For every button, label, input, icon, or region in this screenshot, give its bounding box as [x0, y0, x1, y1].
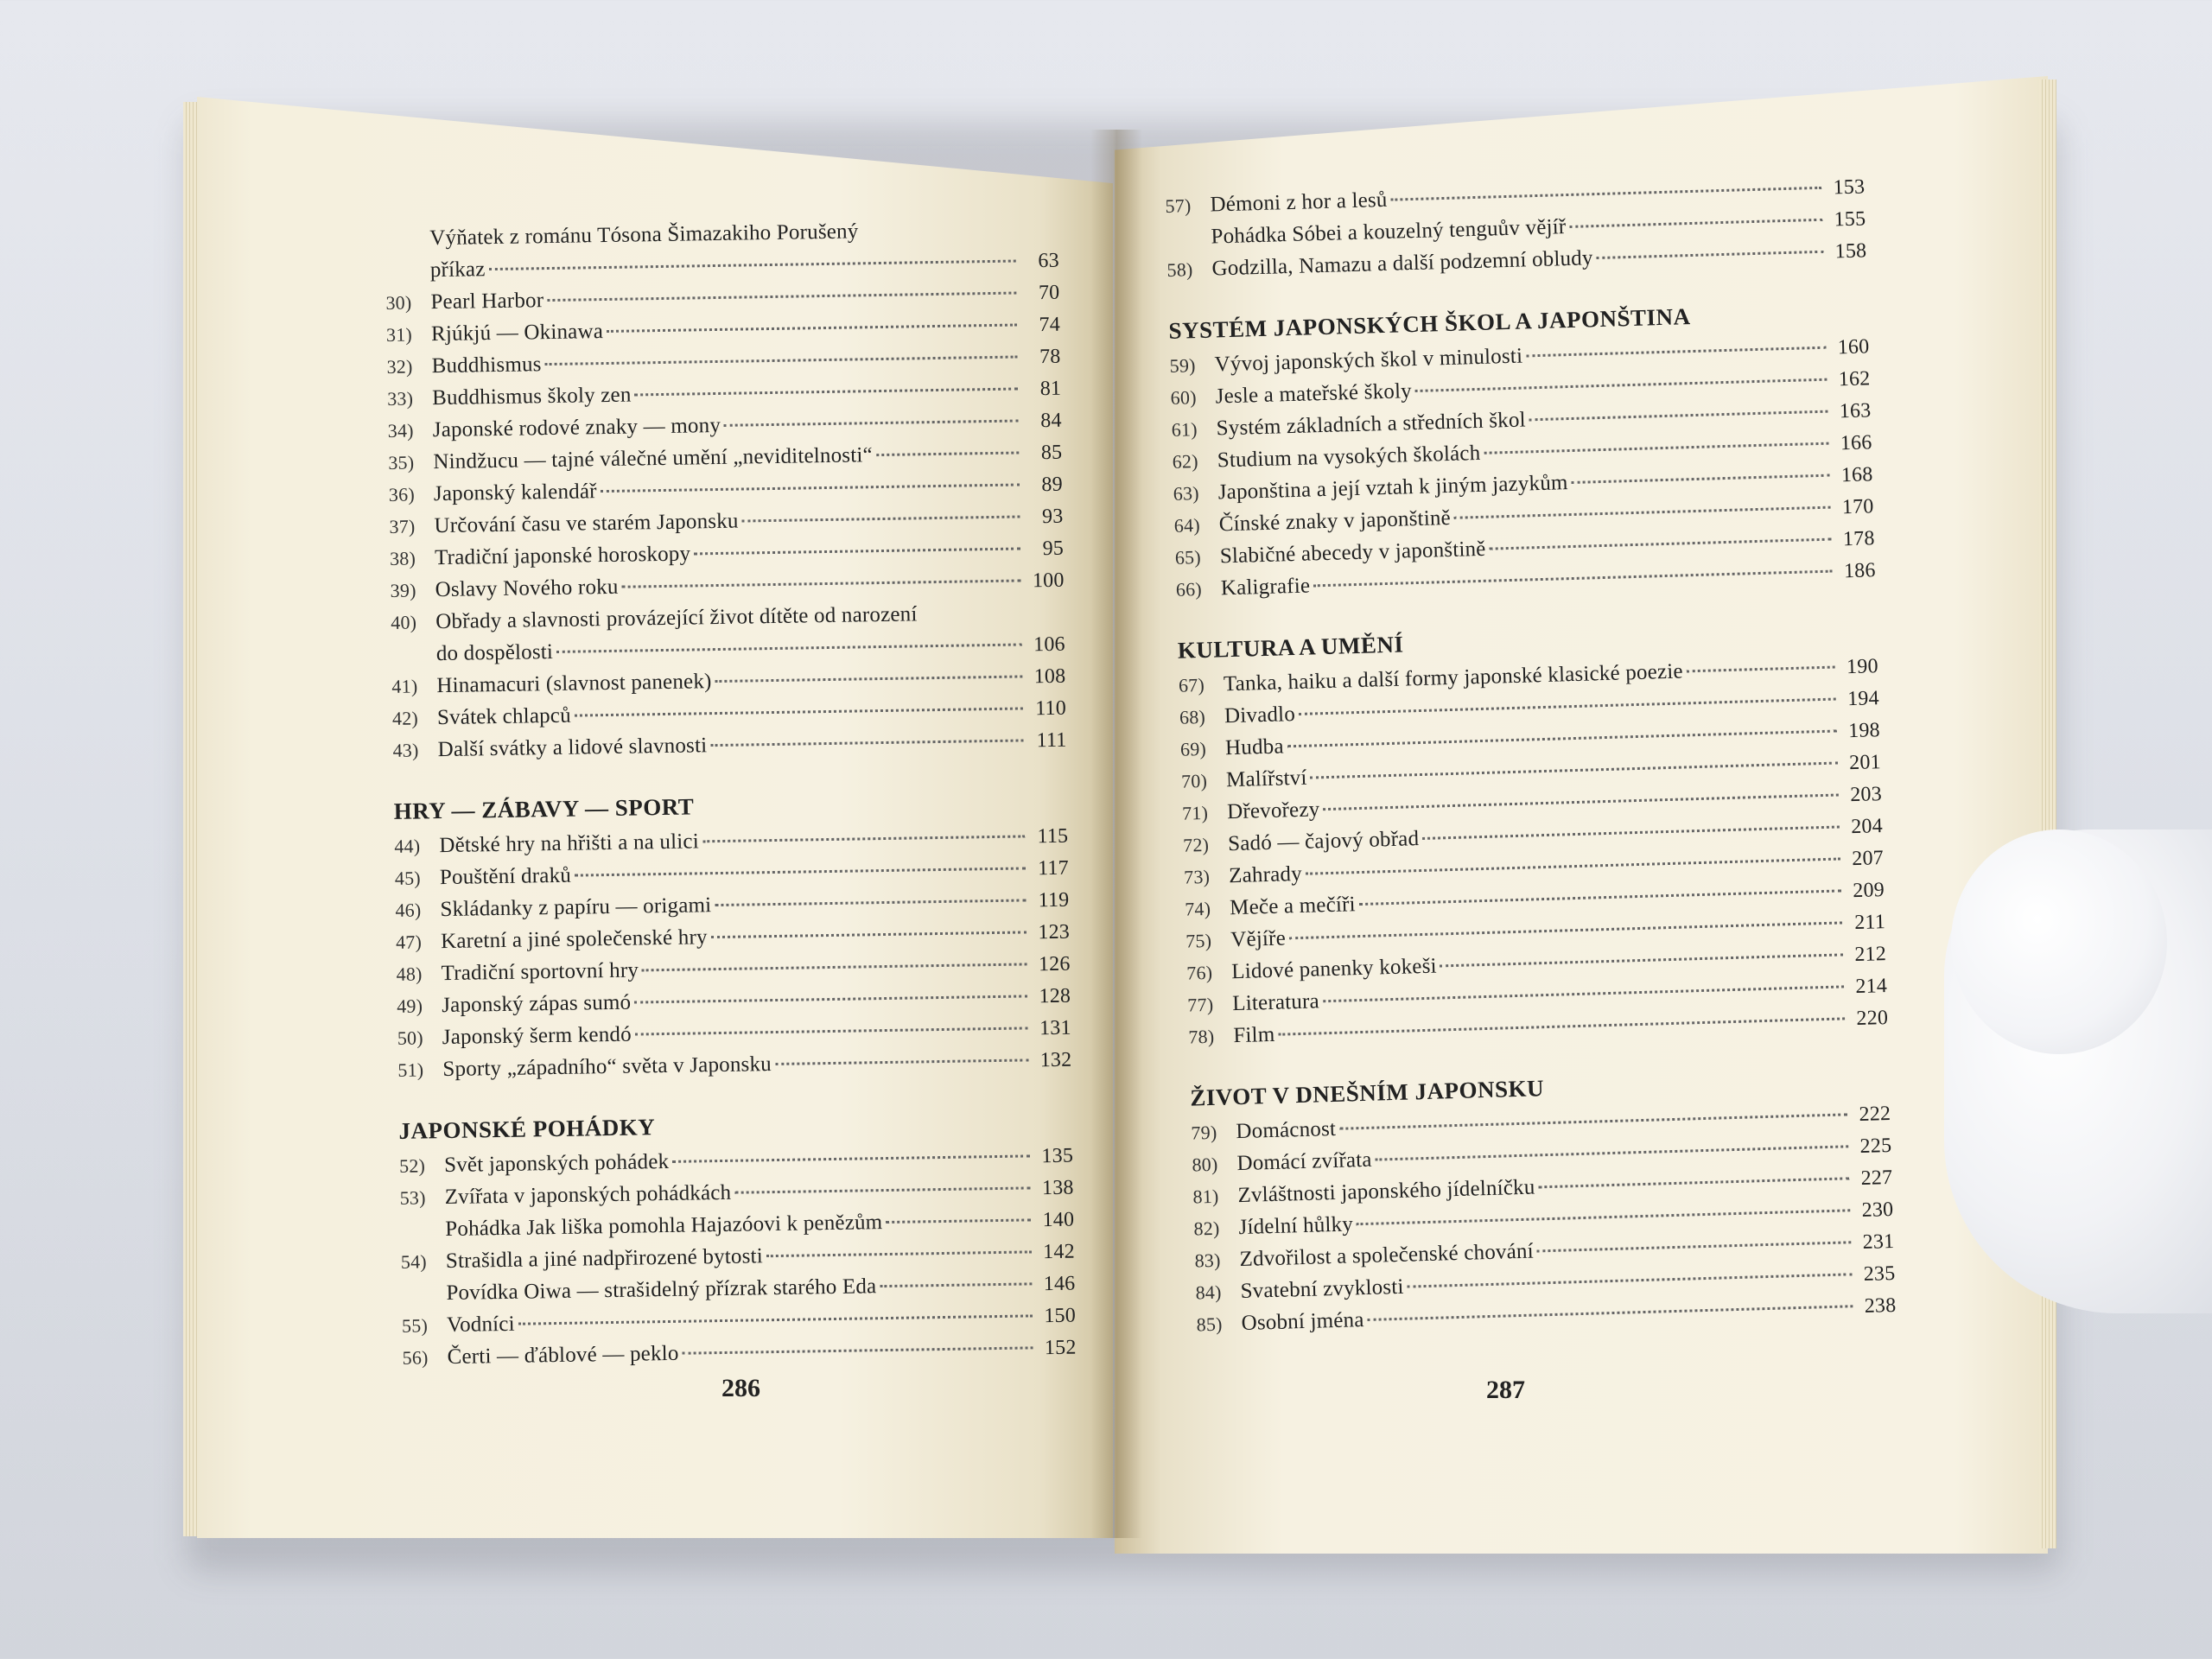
dot-leader	[1572, 474, 1830, 484]
dot-leader	[886, 1218, 1031, 1224]
toc-entry-title: Tanka, haiku a další formy japonské klasické poezie	[1223, 659, 1684, 696]
toc-entry-number: 79)	[1191, 1121, 1217, 1144]
toc-entry-page: 201	[1848, 751, 1882, 775]
toc-entry-page: 162	[1838, 367, 1871, 391]
toc-entry-number: 64)	[1173, 514, 1201, 537]
toc-entry-page: 81	[1039, 377, 1062, 401]
toc-entry-number: 63)	[1173, 482, 1200, 505]
toc-entry-page: 211	[1853, 911, 1886, 935]
toc-entry-title: Domácí zvířata	[1236, 1147, 1373, 1176]
toc-entry-title: Godzilla, Namazu a další podzemní obludy	[1211, 246, 1593, 281]
toc-entry-page: 132	[1039, 1048, 1072, 1072]
dot-leader	[876, 451, 1019, 456]
toc-entry-title: Japonské rodové znaky — mony	[432, 413, 721, 442]
toc-entry-number: 50)	[397, 1027, 423, 1049]
toc-entry-number: 83)	[1194, 1249, 1221, 1272]
toc-entry-title: Hudba	[1224, 734, 1285, 760]
toc-entry-title: Rjúkjú — Okinawa	[430, 320, 604, 346]
dot-leader	[734, 1186, 1030, 1193]
dot-leader	[1287, 730, 1837, 748]
toc-entry-number: 31)	[385, 323, 413, 346]
toc-entry-number: 85)	[1196, 1313, 1223, 1336]
page-number-right: 287	[1486, 1376, 1525, 1404]
dot-leader	[556, 643, 1022, 652]
toc-entry-number: 61)	[1171, 418, 1198, 441]
page-edges-right	[2039, 79, 2056, 1548]
dot-leader	[575, 707, 1023, 716]
toc-entry-page: 160	[1837, 335, 1870, 359]
toc-entry-number: 77)	[1186, 993, 1214, 1016]
dot-leader	[711, 931, 1027, 938]
toc-entry-page: 146	[1043, 1272, 1076, 1296]
toc-entry-page: 203	[1849, 783, 1883, 807]
dot-leader	[622, 579, 1021, 588]
section-heading: HRY — ZÁBAVY — SPORT	[393, 793, 695, 824]
toc-entry-title: Čínské znaky v japonštině	[1218, 505, 1452, 537]
book-spine	[1090, 130, 1142, 1538]
toc-entry-title: Pohádka Jak liška pomohla Hajazóovi k penězům	[445, 1211, 883, 1242]
toc-entry-title: Japonský kalendář	[433, 480, 597, 506]
toc-entry-page: 84	[1040, 409, 1062, 433]
toc-entry-number: 82)	[1193, 1217, 1220, 1240]
toc-entry-page: 155	[1834, 207, 1866, 232]
toc-entry-title: Svět japonských pohádek	[443, 1149, 670, 1178]
toc-entry-page: 110	[1035, 696, 1067, 721]
dot-leader	[1484, 442, 1828, 454]
toc-entry-page: 111	[1036, 728, 1067, 753]
toc-entry-title: Sadó — čajový obřad	[1227, 827, 1420, 856]
toc-entry-number: 80)	[1192, 1153, 1218, 1176]
dot-leader	[1313, 570, 1833, 588]
dot-leader	[1538, 1177, 1849, 1188]
toc-entry-page: 78	[1039, 345, 1061, 369]
toc-entry-number: 30)	[385, 291, 412, 314]
toc-entry-page: 214	[1855, 975, 1888, 999]
toc-entry-title: Hinamacuri (slavnost panenek)	[436, 670, 712, 698]
toc-entry-page: 126	[1038, 952, 1071, 976]
toc-entry-page: 170	[1841, 495, 1874, 519]
toc-entry-page: 131	[1039, 1016, 1071, 1040]
toc-entry-page: 115	[1037, 824, 1069, 849]
dot-leader	[1440, 953, 1843, 967]
toc-entry-title: Další svátky a lidové slavnosti	[437, 734, 708, 762]
toc-entry-page: 158	[1834, 239, 1867, 264]
toc-entry-number: 43)	[392, 739, 419, 761]
toc-entry-page: 207	[1851, 847, 1885, 871]
toc-entry-title: Čerti — ďáblové — peklo	[447, 1341, 679, 1370]
toc-entry-title: Obřady a slavnosti provázející život dítěte od narození	[435, 602, 918, 634]
toc-entry-page: 166	[1840, 431, 1872, 455]
dot-leader	[715, 675, 1023, 683]
toc-entry-title: Strašidla a jiné nadpřirozené bytosti	[445, 1244, 764, 1274]
toc-entry-number: 59)	[1169, 354, 1196, 377]
dot-leader	[545, 356, 1018, 366]
toc-entry-page: 168	[1840, 463, 1873, 487]
dot-leader	[1306, 857, 1840, 874]
dot-leader	[1537, 1241, 1852, 1252]
dot-leader	[1489, 538, 1831, 550]
toc-entry-title: Démoni z hor a lesů	[1210, 188, 1388, 217]
toc-entry-title: Karetní a jiné společenské hry	[440, 925, 708, 954]
toc-entry-number: 71)	[1181, 801, 1209, 824]
toc-entry-title: Oslavy Nového roku	[435, 575, 619, 602]
toc-entry-number: 47)	[395, 931, 423, 953]
toc-entry-page: 190	[1846, 655, 1879, 679]
dot-leader	[601, 483, 1020, 493]
dot-leader	[1391, 187, 1822, 201]
dot-leader	[642, 963, 1027, 971]
toc-entry-number: 36)	[388, 483, 416, 505]
toc-entry-number: 45)	[394, 867, 422, 889]
toc-entry-page: 89	[1041, 473, 1064, 497]
gloved-thumb-tip	[1951, 830, 2167, 1054]
dot-leader	[694, 547, 1020, 555]
toc-entry-title: Osobní jména	[1241, 1308, 1364, 1336]
toc-entry-page: 198	[1847, 719, 1881, 743]
dot-leader	[1278, 1017, 1845, 1035]
toc-entry-number: 38)	[389, 547, 416, 569]
toc-entry-number: 52)	[398, 1154, 426, 1177]
dot-leader	[1339, 1113, 1847, 1129]
toc-entry-page: 220	[1856, 1007, 1889, 1031]
toc-entry-number: 75)	[1185, 929, 1212, 952]
toc-entry-title: Vějíře	[1230, 926, 1287, 952]
toc-entry-page: 128	[1039, 984, 1071, 1008]
toc-entry-page: 108	[1033, 664, 1066, 689]
toc-entry-page: 227	[1860, 1166, 1893, 1190]
toc-entry-title: Zahrady	[1228, 861, 1303, 888]
toc-entry-title: Nindžucu — tajné válečné umění „neviditelnosti“	[433, 443, 874, 474]
dot-leader	[1299, 698, 1836, 715]
dot-leader	[607, 324, 1017, 333]
dot-leader	[518, 1314, 1033, 1325]
toc-entry-number: 81)	[1192, 1185, 1219, 1208]
toc-entry-title: Svatební zvyklosti	[1240, 1274, 1404, 1304]
toc-entry-page: 230	[1861, 1198, 1894, 1222]
toc-entry-page: 153	[1833, 175, 1866, 200]
toc-entry-page: 163	[1839, 399, 1872, 423]
toc-entry-page: 140	[1042, 1208, 1075, 1232]
dot-leader	[1310, 762, 1837, 779]
dot-leader	[1357, 1209, 1850, 1225]
toc-entry-title: Jesle a mateřské školy	[1215, 379, 1413, 409]
toc-entry-number: 48)	[396, 963, 423, 985]
toc-entry-title: Pearl Harbor	[430, 289, 544, 315]
toc-entry-title: Zvířata v japonských pohádkách	[444, 1180, 732, 1210]
toc-entry-number: 78)	[1188, 1025, 1215, 1048]
dot-leader	[1289, 921, 1842, 939]
toc-entry-number: 41)	[391, 675, 418, 697]
toc-entry-title: Divadlo	[1224, 702, 1296, 728]
dot-leader	[724, 420, 1019, 427]
toc-entry-page: 194	[1847, 687, 1880, 711]
dot-leader	[1569, 219, 1822, 228]
toc-entry-page: 238	[1864, 1294, 1897, 1318]
dot-leader	[1376, 1145, 1849, 1160]
page-number-left: 286	[721, 1374, 760, 1402]
toc-entry-page: 106	[1033, 632, 1065, 657]
toc-entry-title: Pohádka Sóbei a kouzelný tenguův vějíř	[1211, 215, 1567, 249]
section-heading: SYSTÉM JAPONSKÝCH ŠKOL A JAPONŠTINA	[1168, 303, 1691, 344]
toc-entry-title: Tradiční japonské horoskopy	[434, 542, 691, 570]
toc-entry-page: 123	[1038, 920, 1071, 944]
toc-entry-number: 35)	[388, 451, 415, 474]
toc-entry-page: 142	[1042, 1240, 1076, 1264]
toc-entry-number: 74)	[1184, 897, 1211, 920]
toc-entry-page: 150	[1044, 1304, 1077, 1328]
toc-entry-number: 55)	[401, 1314, 429, 1337]
toc-entry-number: 34)	[387, 419, 414, 442]
dot-leader	[1454, 506, 1831, 519]
toc-entry-number: 84)	[1195, 1281, 1222, 1304]
toc-entry-number: 32)	[386, 355, 413, 378]
toc-entry-page: 117	[1037, 856, 1070, 880]
toc-entry-title: Vodníci	[446, 1312, 515, 1338]
section-heading: KULTURA A UMĚNÍ	[1177, 631, 1404, 664]
toc-entry-number: 53)	[399, 1186, 426, 1209]
right-table-of-contents	[1165, 170, 1897, 1340]
section-heading: JAPONSKÉ POHÁDKY	[398, 1114, 656, 1144]
toc-entry-number: 65)	[1174, 546, 1202, 569]
dot-leader	[1323, 985, 1844, 1002]
toc-entry-title: Dřevořezy	[1226, 798, 1320, 824]
toc-entry-title: Japonský šerm kendó	[442, 1022, 632, 1050]
dot-leader	[489, 260, 1016, 271]
toc-entry-page: 152	[1044, 1336, 1077, 1360]
toc-entry-number: 67)	[1178, 673, 1205, 696]
toc-entry-number: 56)	[402, 1346, 429, 1369]
toc-entry-title: Určování času ve starém Japonsku	[434, 509, 739, 538]
dot-leader	[1597, 251, 1824, 259]
toc-entry-number: 54)	[400, 1250, 428, 1273]
dot-leader	[575, 867, 1026, 876]
dot-leader	[1422, 825, 1840, 839]
dot-leader	[775, 1058, 1028, 1065]
toc-entry-title: Výňatek z románu Tósona Šimazakiho Porušený	[429, 219, 859, 251]
toc-entry-title: Film	[1232, 1022, 1275, 1048]
toc-entry-number: 44)	[394, 835, 421, 857]
toc-entry-title: Systém základních a středních škol	[1216, 408, 1527, 441]
toc-entry-page: 85	[1040, 441, 1063, 465]
toc-entry-page: 204	[1850, 815, 1884, 839]
toc-entry-title: Kaligrafie	[1220, 574, 1311, 601]
dot-leader	[1415, 378, 1827, 392]
toc-entry-title: Malířství	[1225, 766, 1307, 792]
toc-entry-title: Literatura	[1231, 989, 1320, 1016]
toc-entry-title: Sporty „západního“ světa v Japonsku	[442, 1052, 772, 1082]
dot-leader	[683, 1346, 1033, 1354]
toc-entry-page: 138	[1041, 1176, 1074, 1200]
toc-entry-title: Vývoj japonských škol v minulosti	[1214, 344, 1523, 377]
toc-entry-title: Lidové panenky kokeši	[1230, 954, 1438, 984]
toc-entry-page: 212	[1854, 943, 1887, 967]
toc-entry-page: 95	[1042, 537, 1065, 561]
toc-entry-page: 186	[1843, 559, 1876, 583]
dot-leader	[1359, 889, 1841, 906]
toc-entry-number: 72)	[1182, 833, 1210, 856]
toc-entry-number: 66)	[1175, 577, 1203, 601]
dot-leader	[880, 1282, 1032, 1287]
toc-entry-number: 70)	[1180, 769, 1208, 792]
toc-entry-title: Buddhismus	[431, 353, 542, 378]
toc-entry-page: 100	[1032, 569, 1065, 593]
toc-entry-title: Pouštění draků	[439, 863, 572, 890]
toc-entry-number: 42)	[391, 707, 419, 729]
toc-entry-page: 231	[1862, 1230, 1895, 1254]
toc-entry-number: 49)	[397, 995, 423, 1017]
toc-entry-title: Zdvořilost a společenské chování	[1239, 1239, 1535, 1272]
dot-leader	[1529, 410, 1828, 422]
toc-entry-page: 63	[1038, 249, 1059, 273]
toc-entry-page: 225	[1859, 1134, 1892, 1158]
toc-entry-page: 74	[1039, 313, 1061, 337]
toc-entry-title: Studium na vysokých školách	[1217, 441, 1481, 473]
toc-entry-number: 39)	[390, 579, 416, 601]
toc-entry-title: Svátek chlapců	[436, 703, 572, 730]
toc-entry-page: 178	[1842, 527, 1875, 551]
toc-entry-number: 46)	[395, 899, 422, 921]
dot-leader	[634, 995, 1027, 1003]
toc-entry-title: příkaz	[429, 257, 486, 283]
toc-entry-title: Dětské hry na hřišti a na ulici	[439, 830, 700, 858]
dot-leader	[1687, 666, 1835, 673]
toc-entry-number: 37)	[389, 515, 416, 537]
toc-entry-number: 69)	[1179, 737, 1207, 760]
dot-leader	[702, 835, 1025, 842]
toc-entry-title: do dospělosti	[435, 639, 554, 666]
toc-entry-page: 235	[1863, 1262, 1896, 1286]
dot-leader	[1526, 346, 1826, 358]
dot-leader	[635, 1027, 1028, 1035]
dot-leader	[547, 292, 1016, 302]
toc-entry-number: 51)	[397, 1058, 424, 1081]
toc-entry-title: Domácnost	[1236, 1116, 1337, 1144]
toc-entry-title: Buddhismus školy zen	[431, 383, 632, 410]
toc-entry-title: Skládanky z papíru — origami	[440, 893, 712, 922]
toc-entry-page: 119	[1038, 888, 1070, 912]
toc-entry-number: 76)	[1185, 961, 1213, 984]
dot-leader	[635, 388, 1019, 397]
toc-entry-page: 222	[1859, 1102, 1891, 1126]
dot-leader	[1368, 1305, 1853, 1321]
toc-entry-number: 73)	[1183, 865, 1211, 888]
dot-leader	[1408, 1273, 1853, 1287]
toc-entry-number: 58)	[1166, 258, 1193, 281]
toc-entry-title: Jídelní hůlky	[1238, 1212, 1354, 1240]
dot-leader	[672, 1154, 1030, 1163]
dot-leader	[710, 739, 1023, 747]
toc-entry-title: Zvláštnosti japonského jídelníčku	[1237, 1175, 1535, 1208]
toc-entry-title: Slabičné abecedy v japonštině	[1219, 537, 1486, 569]
toc-entry-title: Meče a mečíři	[1229, 893, 1357, 920]
toc-entry-number: 33)	[387, 387, 414, 410]
dot-leader	[715, 899, 1026, 906]
section-heading: ŽIVOT V DNEŠNÍM JAPONSKU	[1189, 1075, 1545, 1111]
toc-entry-title: Japonština a její vztah k jiným jazykům	[1217, 471, 1568, 505]
toc-entry-title: Japonský zápas sumó	[442, 990, 632, 1018]
toc-entry-page: 93	[1041, 505, 1064, 529]
toc-entry-number: 62)	[1172, 450, 1199, 473]
toc-entry-number: 60)	[1170, 386, 1197, 409]
toc-entry-number: 40)	[391, 611, 417, 633]
toc-entry-title: Tradiční sportovní hry	[441, 958, 639, 986]
toc-entry-title: Povídka Oiwa — strašidelný přízrak starého Eda	[446, 1274, 877, 1306]
toc-entry-page: 70	[1038, 281, 1060, 305]
dot-leader	[766, 1250, 1032, 1257]
toc-entry-page: 135	[1041, 1144, 1074, 1168]
toc-entry-page: 209	[1852, 879, 1885, 903]
left-table-of-contents	[385, 213, 1077, 1374]
dot-leader	[742, 515, 1020, 522]
toc-entry-number: 57)	[1165, 194, 1192, 217]
toc-entry-number: 68)	[1179, 705, 1206, 728]
dot-leader	[1323, 793, 1839, 810]
